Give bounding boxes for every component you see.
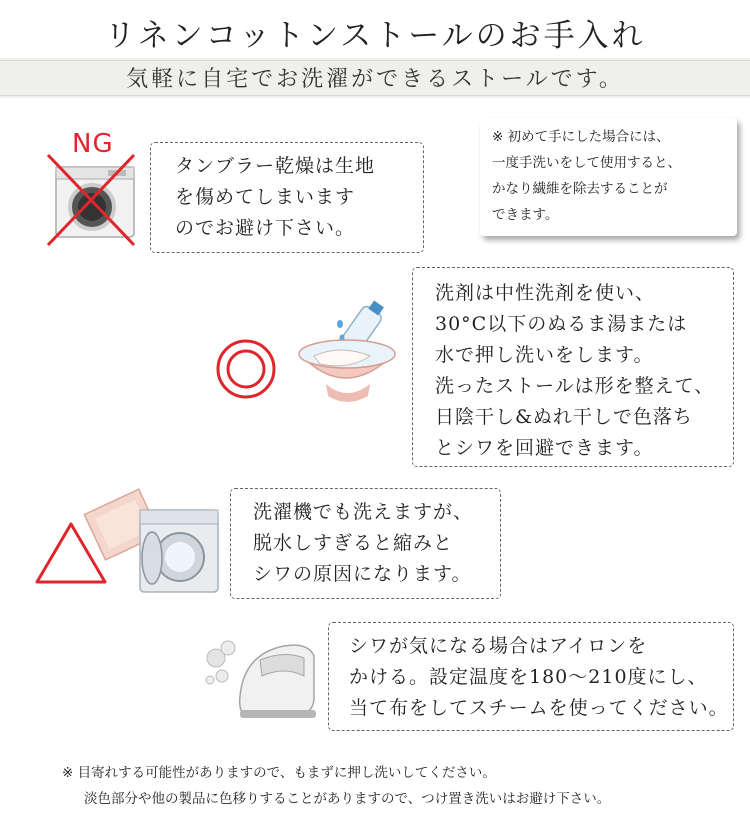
ng-line-2: を傷めてしまいます xyxy=(175,186,356,208)
iron-line-2: かける。設定温度を180〜210度にし、 xyxy=(349,666,708,688)
caution-line-3: シワの原因になります。 xyxy=(253,563,472,585)
ok-text-box xyxy=(412,267,734,467)
ng-dryer-illustration xyxy=(30,125,145,250)
note-line-4: できます。 xyxy=(492,207,559,223)
ng-badge: NG xyxy=(72,129,114,159)
caution-text-box xyxy=(230,488,501,599)
ok-line-1: 洗剤は中性洗剤を使い、 xyxy=(435,282,656,304)
caution-line-1: 洗濯機でも洗えますが、 xyxy=(253,501,474,523)
footer-note-2: 淡色部分や他の製品に色移りすることがありますので、つけ置き洗いはお避け下さい。 xyxy=(84,791,611,807)
ok-line-2: 30°C以下のぬるま湯または xyxy=(435,313,688,335)
double-circle-ok-icon xyxy=(215,338,277,400)
note-line-2: 一度手洗いをして使用すると、 xyxy=(492,155,681,171)
ok-line-4: 洗ったストールは形を整えて、 xyxy=(435,375,715,397)
page-subtitle: 気軽に自宅でお洗濯ができるストールです。 xyxy=(126,67,624,92)
ng-text-box xyxy=(150,142,424,253)
steam-iron-icon xyxy=(200,630,320,722)
ng-line-1: タンブラー乾燥は生地 xyxy=(175,155,376,177)
washing-machine-icon xyxy=(80,480,225,598)
caution-line-2: 脱水しすぎると縮みと xyxy=(253,532,454,554)
ok-line-3: 水で押し洗いをします。 xyxy=(435,344,654,366)
page-title: リネンコットンストールのお手入れ xyxy=(104,18,646,54)
iron-text-box xyxy=(328,622,734,731)
hand-wash-basin-icon xyxy=(290,292,402,410)
note-line-3: かなり繊維を除去することが xyxy=(492,181,668,197)
iron-line-1: シワが気になる場合はアイロンを xyxy=(349,635,648,657)
first-use-note xyxy=(480,118,737,236)
ok-line-5: 日陰干し&ぬれ干しで色落ち xyxy=(435,406,693,428)
iron-line-3: 当て布をしてスチームを使ってください。 xyxy=(349,697,729,719)
footer-note-1: ※ 目寄れする可能性がありますので、もまずに押し洗いしてください。 xyxy=(62,765,496,781)
cross-mark-icon xyxy=(30,125,145,250)
ng-line-3: のでお避け下さい。 xyxy=(175,217,356,239)
ok-line-6: とシワを回避できます。 xyxy=(435,437,654,459)
note-line-1: ※ 初めて手にした場合には、 xyxy=(492,129,670,145)
